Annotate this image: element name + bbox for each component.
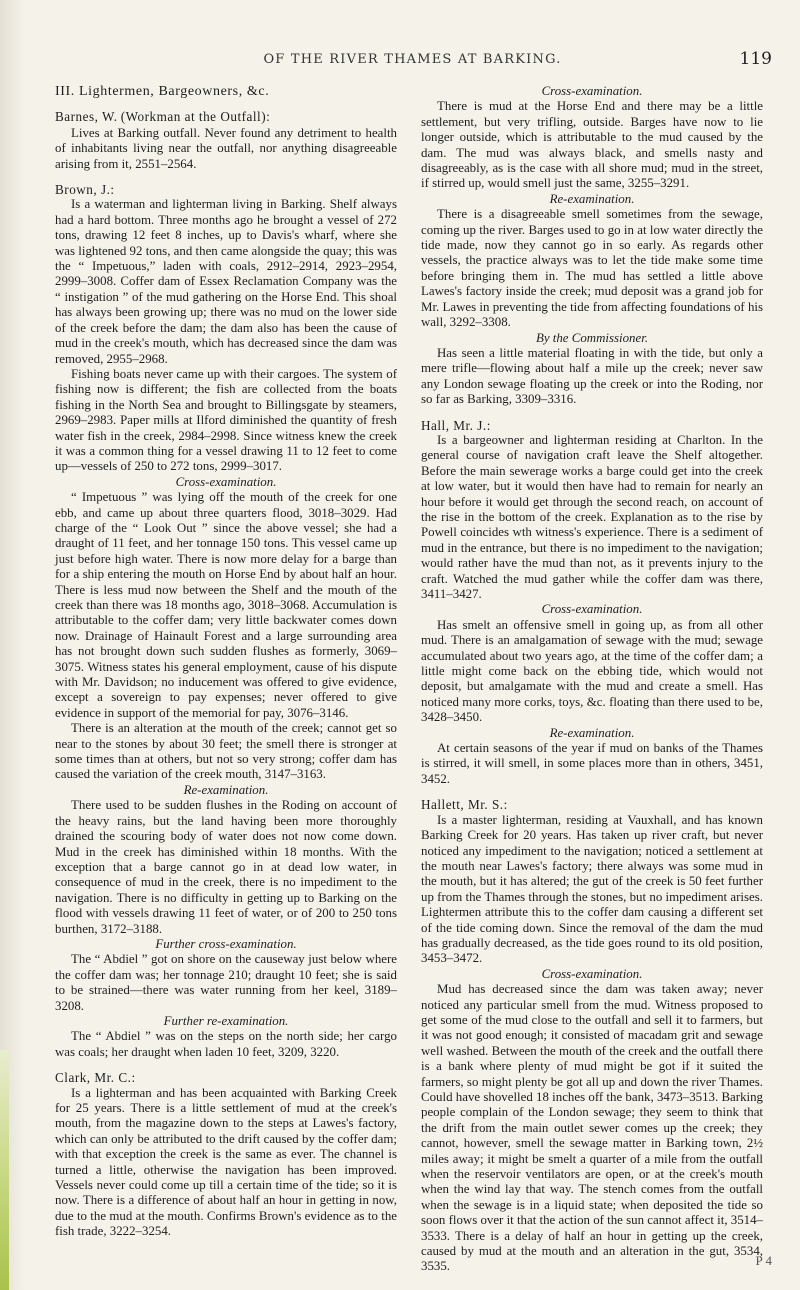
subheading: Re-examination. xyxy=(549,725,635,740)
witness-name: Brown, J.: xyxy=(55,182,115,198)
subheading: Re-examination. xyxy=(183,782,269,797)
paragraph: Has smelt an offensive smell in going up, as from all other mud. There is an amalgamation of sewage with the mud; sewage accumulated about two years ago, at the time of the coffer dam; a little might come back on the ebbing tide, which would not deposit, but amalgamate with the mud and create a smell. Has noticed many more corks, toys, &c. floating than there used to be, 3428–3450. xyxy=(421,617,763,725)
paragraph: There used to be sudden flushes in the Roding on account of the heavy rains, but the land having been more thoroughly drained the scouring body of water does not now come down. Mud in the creek has diminished within 18 months. With the exception that a barge cannot go in at dead low water, in consequence of mud in the creek, there is no impediment to the navigation. There is no difficulty in getting up to Barking on the flood with vessels drawing 11 feet of water, or of 200 to 250 tons burthen, 3172–3188. xyxy=(55,798,397,936)
witness-name: Hall, Mr. J.: xyxy=(421,417,491,433)
paragraph: Is a waterman and lighterman living in Barking. Shelf always had a hard bottom. Three months ago he brought a vessel of 272 tons, drawing 12 feet 8 inches, up to Davis's wharf, where she was lightened 92 tons, and then came alongside the quay; this was the “ Impetuous,” laden with coals, 2912–2914, 2923–2954, 2999–3008. Coffer dam of Essex Reclamation Company was the “ instigation ” of the mud gathering on the Horse End. This shoal has always been growing up; there was no mud on the lower side of the creek before the dam; the dam also has been the cause of mud in the creek's mouth, which has decreased since the dam was removed, 2955–2968. xyxy=(55,197,397,366)
paragraph: Has seen a little material floating in with the tide, but only a mere trifle—flowing about half a mile up the creek; never saw any London sewage floating up the creek or into the Roding, nor so far as Barking, 3309–3316. xyxy=(421,345,763,407)
witness-name: Barnes, W. xyxy=(55,109,118,125)
page-edge-tint xyxy=(0,1050,9,1290)
right-column xyxy=(421,84,763,1275)
paragraph: “ Impetuous ” was lying off the mouth of the creek for one ebb, and came up about three quarters flood, 3018–3029. Had charge of the “ Look Out ” since the above vessel; she had a draught of 11 feet, and her tonnage 150 tons. This vessel came up just before high water. There is now more delay for a barge than for a ship entering the mouth on Horse End by about half an hour. There is less mud now between the Shelf and the mouth of the creek than there was 18 months ago, 3018–3068. Accumulation is attributable to the coffer dam; very little backwater comes down now. Drainage of Hainault Forest and a large surrounding area has not brought down such sudden flushes as formerly, 3069–3075. Witness states his general employment, cause of his dispute with Mr. Davidson; no inducement was offered to give evidence, except a sovereign to pay expenses; never offered to give evidence in support of the memorial for pay, 3076–3146. xyxy=(55,490,397,720)
running-title: OF THE RIVER THAMES AT BARKING. xyxy=(263,52,562,67)
paragraph: Is a bargeowner and lighterman residing at Charlton. In the general course of navigation craft leave the Shelf altogether. Before the main sewerage works a barge could get into the creek at low water, but it would then have had to remain for nearly an hour before it would get through the second reach, on account of the rise in the bottom of the creek. Explanation as to the rise by Powell coincides wth witness's experience. There is a sediment of mud in the entrance, but there is no impediment to the navigation; would rather have the mud than not, as it prevents injury to the craft. Watched the mud gather while the coffer dam was there, 3411–3427. xyxy=(421,432,763,601)
paragraph: Is a master lighterman, residing at Vauxhall, and has known Barking Creek for 20 years. Has taken up river craft, but never noticed any impediment to the navigation; noticed a settlement at the mouth near Lawes's factory; there always was some mud in the mouth, but it has altered; the gut of the creek is 50 feet further up from the Thames through the stones, but no impediment arises. Lightermen attribute this to the coffer dam causing a different set of the tide coming down. Since the removal of the dam the mud has gradually decreased, as the tide goes round to its old position, 3453–3472. xyxy=(421,812,763,966)
subheading: By the Commissioner. xyxy=(535,330,649,345)
subheading: Re-examination. xyxy=(549,191,635,206)
witness-hall xyxy=(421,418,763,788)
witness-brown xyxy=(55,182,397,1060)
left-column xyxy=(55,84,397,1240)
witness-barnes xyxy=(55,109,397,172)
subheading: Cross-examination. xyxy=(541,84,643,98)
subheading: Cross-examination. xyxy=(541,966,643,981)
paragraph: Mud has decreased since the dam was taken away; never noticed any particular smell from the mud. Witness proposed to get some of the mud close to the outfall and sell it to farmers, but it was not good enough; it consisted of macadam grit and sewage well washed. Between the mouth of the creek and the outfall there is a bank where plenty of mud might be got if it suited the farmers, so might plenty be got all up and down the river Thames. Could have shovelled 18 inches off the bank, 3473–3513. Barking people complain of the London sewage; they seem to think that the drift from the main outlet sewer comes up the creek; they cannot, however, smell the sewage matter in Barking town, 2½ miles away; it might be smelt a quarter of a mile from the outfall when the reservoir ventilators are open, or at the creek's mouth when the wind lay that way. The stench comes from the outfall when the sewage is in a liquid state; when deposited the tide so soon flows over it that the action of the sun cannot affect it, 3514–3533. There is a delay of half an hour in getting up the creek, caused by mud at the mouth and an alteration in the gut, 3534, 3535. xyxy=(421,982,763,1274)
witness-name: Hallett, Mr. S.: xyxy=(421,797,508,813)
signature-mark: P 4 xyxy=(755,1253,772,1268)
witness-note: (Workman at the Outfall): xyxy=(120,109,271,125)
subheading: Cross-examination. xyxy=(175,474,277,489)
paragraph: At certain seasons of the year if mud on banks of the Thames is stirred, it will smell, in some places more than in others, 3451, 3452. xyxy=(421,741,763,786)
witness-name: Clark, Mr. C.: xyxy=(55,1070,136,1086)
subheading: Further cross-examination. xyxy=(155,936,297,951)
book-spine-shadow xyxy=(0,0,26,1290)
witness-clark xyxy=(55,1070,397,1239)
page-number: 119 xyxy=(739,49,772,69)
section-heading: III. Lightermen, Bargeowners, &c. xyxy=(55,84,270,99)
subheading: Cross-examination. xyxy=(541,602,643,617)
paragraph: There is an alteration at the mouth of the creek; cannot get so near to the stones by about 30 feet; the smell there is stronger at some times than at others, but not so very strong; coffer dam has caused the variation of the creek mouth, 3147–3163. xyxy=(55,721,397,782)
paragraph: There is a disagreeable smell sometimes from the sewage, coming up the river. Barges used to go in at low water directly the tide made, now they cannot go in so early. As regards other vessels, the practice always was to let the tide make some time before bringing them in. The mud has settled a little above Lawes's factory inside the creek; mud deposit was a grand job for Mr. Lawes in preventing the tide from affecting foundations of his wall, 3292–3308. xyxy=(421,207,763,330)
paragraph: The “ Abdiel ” was on the steps on the north side; her cargo was coals; her draught when laden 10 feet, 3209, 3220. xyxy=(55,1029,397,1059)
paragraph: There is mud at the Horse End and there may be a little settlement, but very trifling, outside. Barges have now to lie longer outside, which is attributable to the mud caused by the dam. The mud was always black, and smells nasty and disagreeably, as is the case with all shore mud; mud in the street, if stirred up, would smell just the same, 3255–3291. xyxy=(421,99,763,191)
witness-hallett xyxy=(421,797,763,1275)
subheading: Further re-examination. xyxy=(163,1013,289,1028)
paragraph: Is a lighterman and has been acquainted with Barking Creek for 25 years. There is a little settlement of mud at the creek's mouth, from the magazine down to the steps at Lawes's factory, which can only be attributed to the drift caused by the coffer dam; with that exception the creek is the same as ever. The channel is turned a little, otherwise the navigation has been improved. Vessels never could come up till a certain time of the tide; so it is now. There is a difference of about half an hour in getting in now, due to the mud at the mouth. Confirms Brown's evidence as to the fish trade, 3222–3254. xyxy=(55,1085,397,1239)
paragraph: Lives at Barking outfall. Never found any detriment to health of inhabitants living near the outfall, nor anything disagreeable arising from it, 2551–2564. xyxy=(55,125,397,171)
paragraph: Fishing boats never came up with their cargoes. The system of fishing now is different; the fish are collected from the boats fishing in the North Sea and brought to Billingsgate by steamers, 2969–2983. Paper mills at Ilford diminished the quantity of fresh water fish in the creek, 2984–2998. Since witness knew the creek it was a common thing for a vessel drawing 11 to 12 feet to come up—vessels of 250 to 272 tons, 2999–3017. xyxy=(55,366,397,474)
page-header xyxy=(45,49,780,76)
paragraph: The “ Abdiel ” got on shore on the causeway just below where the coffer dam was; her tonnage 210; draught 10 feet; she is said to be strained—there was water running from her keel, 3189–3208. xyxy=(55,952,397,1013)
